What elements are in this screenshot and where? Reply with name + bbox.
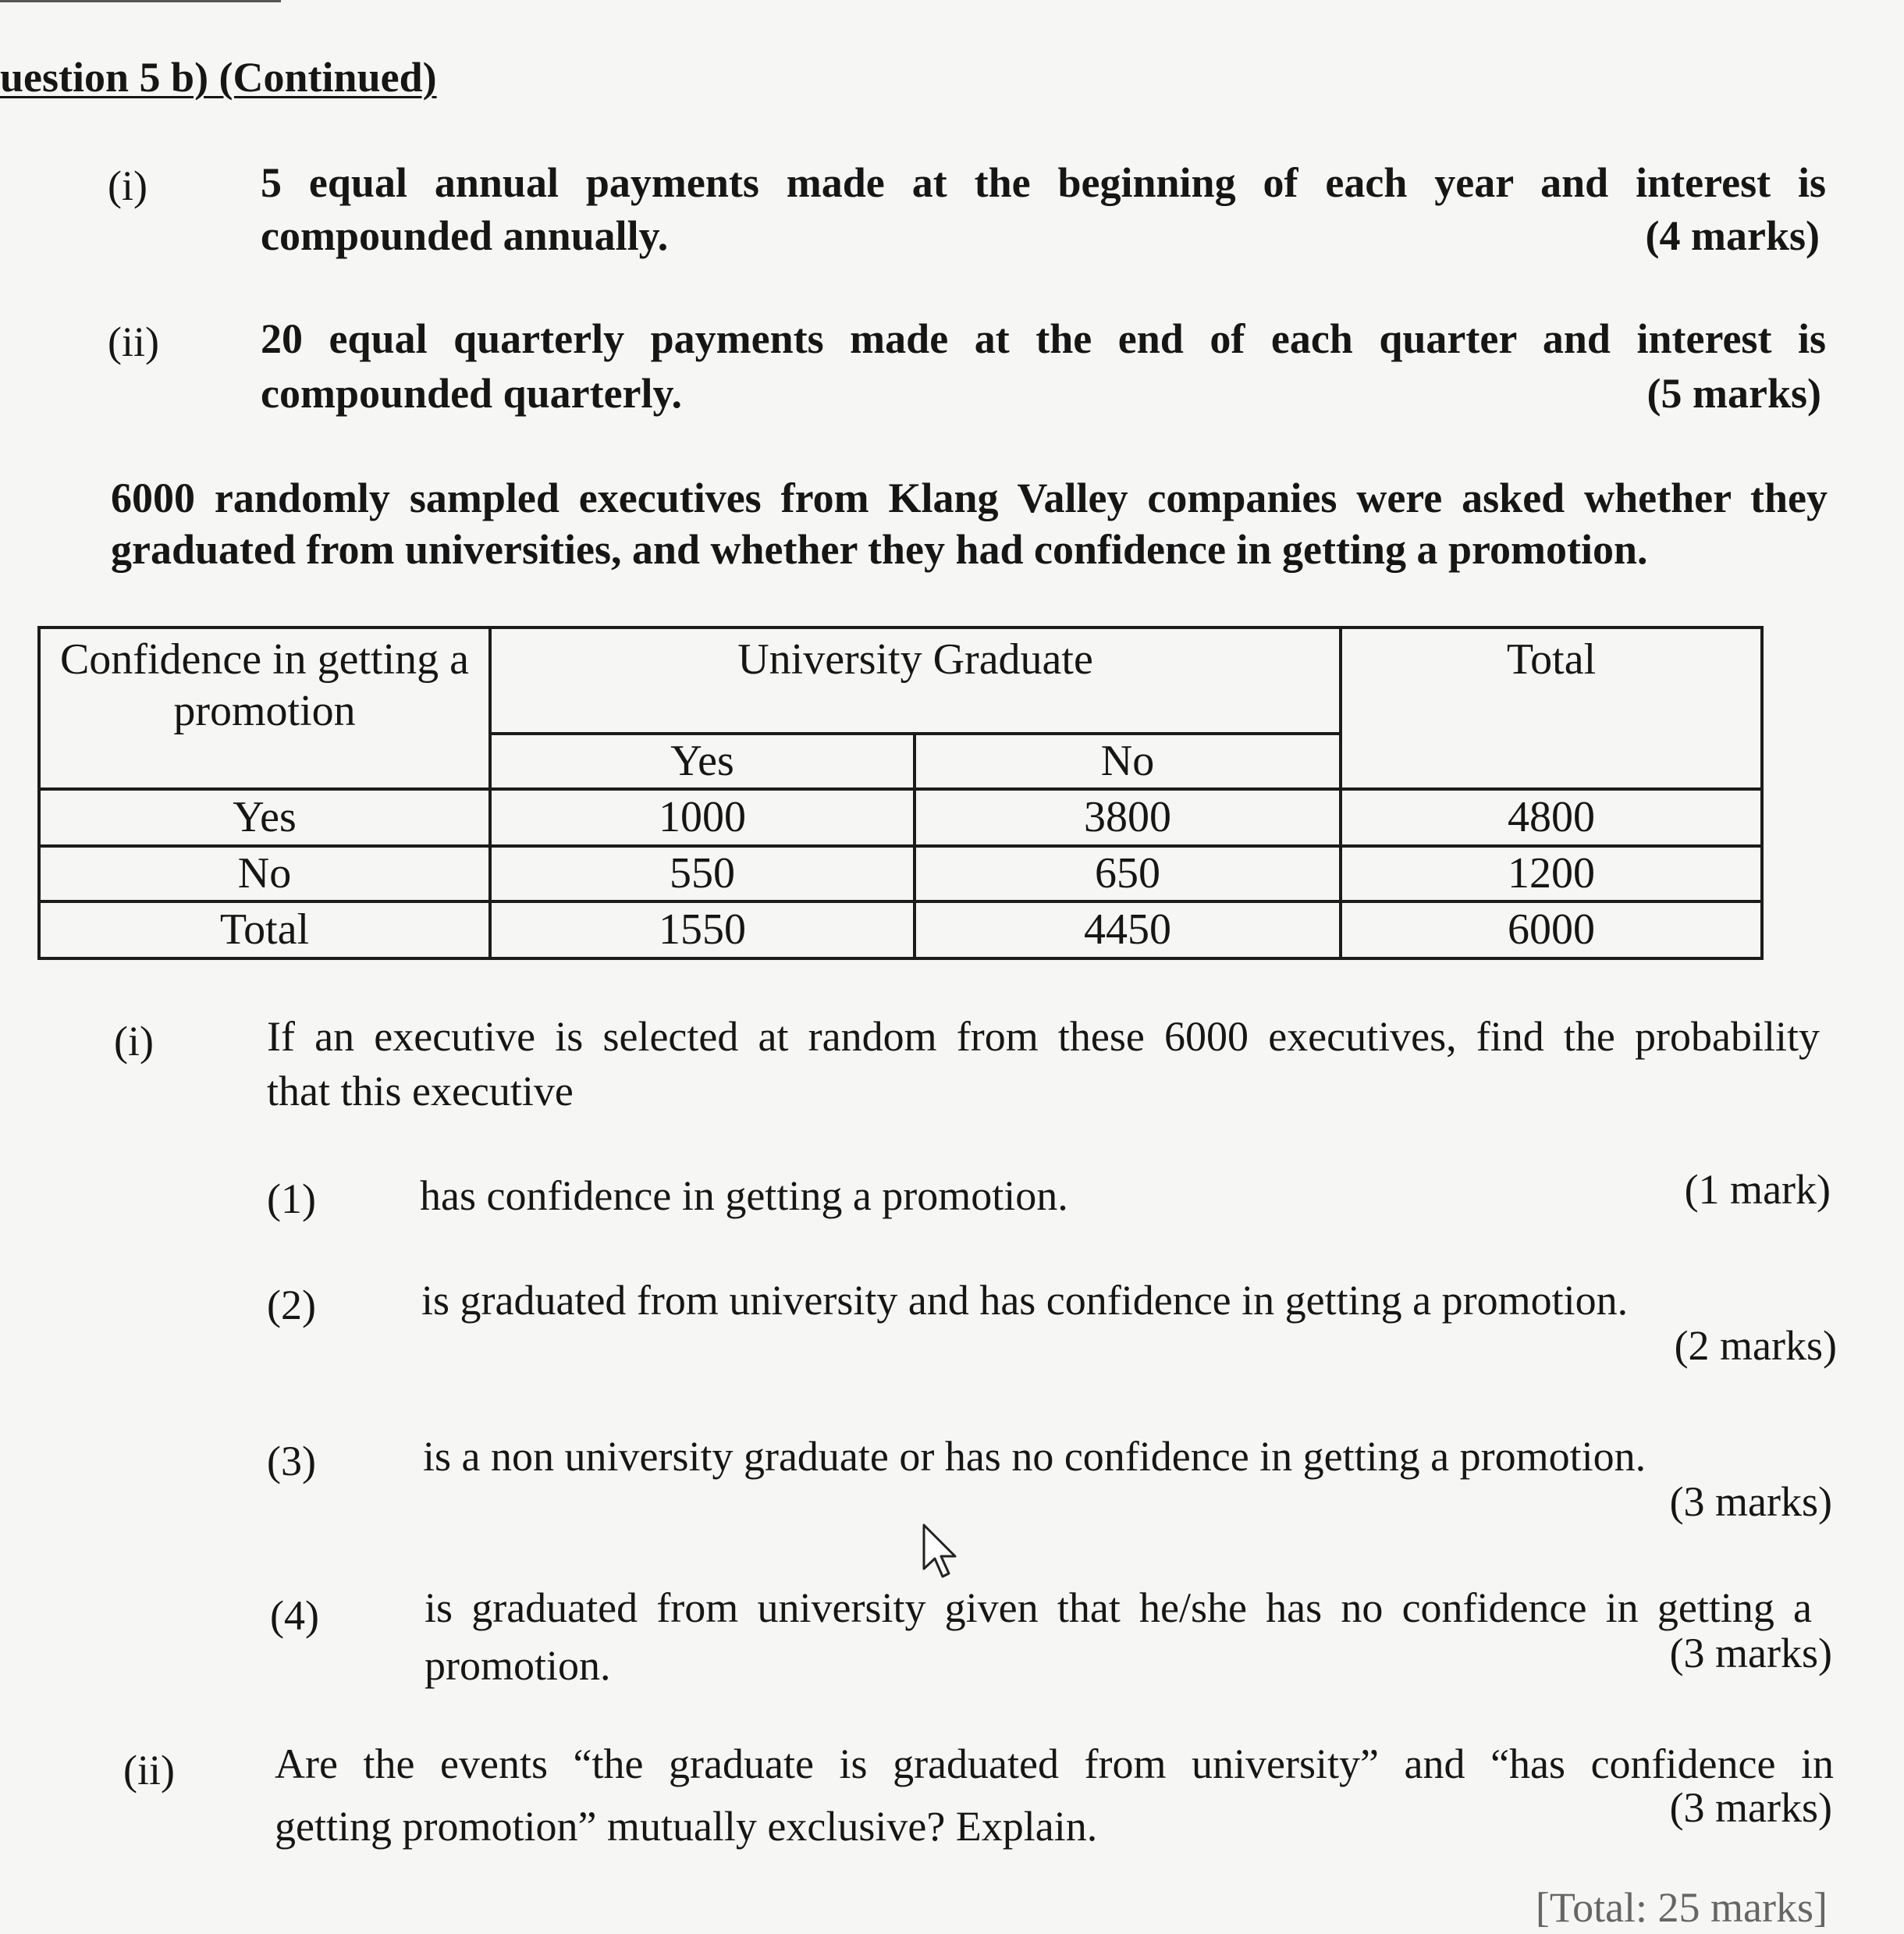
payment-text-line1: 5 equal annual payments made at the beginning of each year and interest is [261, 159, 1826, 206]
subitem-label: (3) [267, 1438, 316, 1484]
subheader-yes: Yes [490, 734, 915, 789]
total-marks: [Total: 25 marks] [1535, 1884, 1828, 1931]
marks-label: (1 mark) [1684, 1166, 1831, 1213]
table-row [39, 789, 1762, 846]
cell-no: 4450 [915, 901, 1341, 958]
payment-text-line1: 20 equal quarterly payments made at the end of each quarter and interest is [261, 315, 1826, 362]
cell-total: 4800 [1341, 789, 1762, 846]
cell-yes: 1000 [490, 789, 915, 846]
row-label: Yes [39, 789, 490, 846]
intro-line1: 6000 randomly sampled executives from Klang Valley companies were asked whether they [111, 475, 1828, 521]
subitem-text: has confidence in getting a promotion. [420, 1172, 1068, 1219]
header-confidence: Confidence in getting a promotion [39, 627, 490, 789]
subitem-text-line1: is graduated from university given that he/she has no confidence in getting a [424, 1584, 1812, 1631]
table-row [39, 846, 1762, 901]
cell-yes: 550 [490, 846, 915, 901]
payment-text-line2: compounded quarterly. [261, 370, 683, 417]
row-label: Total [39, 901, 490, 958]
top-rule [0, 0, 281, 2]
subitem-text: is graduated from university and has confidence in getting a promotion. [421, 1277, 1629, 1324]
probability-intro-line2: that this executive [267, 1068, 574, 1115]
payment-text-line2: compounded annually. [261, 212, 669, 259]
item-label-i: (i) [114, 1018, 154, 1065]
header-total: Total [1341, 627, 1762, 789]
contingency-table [37, 626, 1764, 960]
header-university-graduate: University Graduate [490, 627, 1341, 734]
intro-line2: graduated from universities, and whether they had confidence in getting a promotion. [111, 526, 1648, 573]
cell-total: 1200 [1341, 846, 1762, 901]
marks-label: (3 marks) [1669, 1478, 1832, 1525]
row-label: No [39, 846, 490, 901]
subitem-label: (1) [267, 1175, 316, 1222]
subitem-label: (4) [270, 1592, 319, 1639]
subitem-text: is a non university graduate or has no confidence in getting a promotion. [423, 1433, 1646, 1480]
subheader-no: No [915, 734, 1341, 789]
marks-label: (5 marks) [1646, 370, 1821, 417]
subitem-text-line2: promotion. [424, 1642, 611, 1689]
mouse-cursor-icon [921, 1522, 964, 1581]
marks-label: (3 marks) [1669, 1630, 1832, 1676]
exclusive-line2: getting promotion” mutually exclusive? Explain. [275, 1803, 1098, 1850]
item-label-i: (i) [108, 162, 147, 209]
marks-label: (2 marks) [1674, 1322, 1837, 1369]
marks-label: (4 marks) [1645, 212, 1820, 259]
cell-no: 3800 [915, 789, 1341, 846]
question-heading: uestion 5 b) (Continued) [0, 54, 437, 101]
table-row [39, 901, 1762, 958]
cell-yes: 1550 [490, 901, 915, 958]
cell-no: 650 [915, 846, 1341, 901]
item-label-ii: (ii) [123, 1747, 175, 1794]
subitem-label: (2) [267, 1282, 316, 1328]
item-label-ii: (ii) [108, 318, 159, 365]
cell-total: 6000 [1341, 901, 1762, 958]
probability-intro-line1: If an executive is selected at random from these 6000 executives, find the probability [267, 1013, 1820, 1060]
marks-label: (3 marks) [1669, 1784, 1832, 1831]
exclusive-line1: Are the events “the graduate is graduated from university” and “has confidence in [275, 1740, 1834, 1787]
